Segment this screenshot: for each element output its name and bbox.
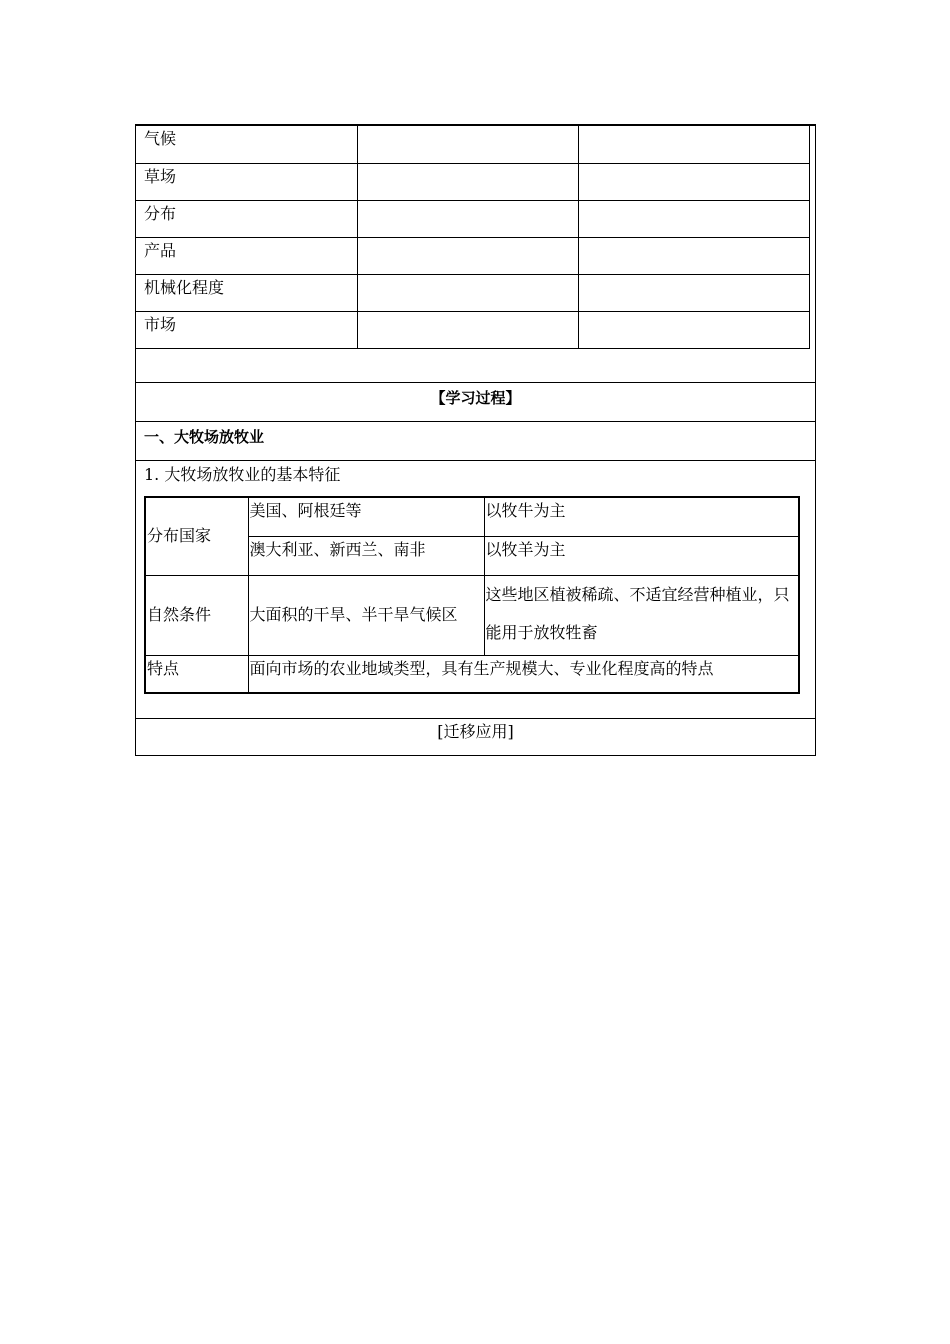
empty-cell[interactable] xyxy=(578,126,809,163)
subsection-title: 1. 大牧场放牧业的基本特征 xyxy=(136,460,815,720)
distribution-label: 分布国家 xyxy=(145,497,248,575)
empty-cell[interactable] xyxy=(578,200,809,237)
empty-cell[interactable] xyxy=(357,163,578,200)
row-label-grassland: 草场 xyxy=(136,163,357,200)
livestock-type-cell: 以牧羊为主 xyxy=(484,536,799,575)
livestock-type-cell: 以牧牛为主 xyxy=(484,497,799,536)
row-label-market: 市场 xyxy=(136,311,357,348)
table-row xyxy=(145,575,799,655)
worksheet-frame xyxy=(135,124,816,756)
learning-process-heading: 【学习过程】 xyxy=(136,382,815,421)
empty-cell[interactable] xyxy=(357,237,578,274)
countries-cell: 美国、阿根廷等 xyxy=(248,497,484,536)
table-row xyxy=(145,655,799,693)
row-label-climate: 气候 xyxy=(136,126,357,163)
row-label-mechanization: 机械化程度 xyxy=(136,274,357,311)
comparison-table xyxy=(136,126,810,349)
empty-cell[interactable] xyxy=(357,126,578,163)
empty-cell[interactable] xyxy=(357,274,578,311)
table-row xyxy=(136,274,809,311)
table-row xyxy=(136,126,809,163)
table-row xyxy=(136,237,809,274)
table-row xyxy=(145,497,799,536)
empty-cell[interactable] xyxy=(578,311,809,348)
table-row xyxy=(136,311,809,348)
natural-conditions-label: 自然条件 xyxy=(145,575,248,655)
empty-cell[interactable] xyxy=(578,274,809,311)
countries-cell: 澳大利亚、新西兰、南非 xyxy=(248,536,484,575)
row-label-products: 产品 xyxy=(136,237,357,274)
row-label-distribution: 分布 xyxy=(136,200,357,237)
table-row xyxy=(136,163,809,200)
empty-cell[interactable] xyxy=(357,311,578,348)
section-one-title: 一、大牧场放牧业 xyxy=(136,421,815,460)
climate-cell: 大面积的干旱、半干旱气候区 xyxy=(248,575,484,655)
features-table xyxy=(144,496,800,694)
empty-cell[interactable] xyxy=(357,200,578,237)
natural-note-cell: 这些地区植被稀疏、不适宜经营种植业，只能用于放牧牲畜 xyxy=(484,575,799,655)
table-row xyxy=(136,200,809,237)
traits-text: 面向市场的农业地域类型，具有生产规模大、专业化程度高的特点 xyxy=(248,655,799,693)
empty-cell[interactable] xyxy=(578,163,809,200)
empty-cell[interactable] xyxy=(578,237,809,274)
traits-label: 特点 xyxy=(145,655,248,693)
transfer-application-heading: [迁移应用] xyxy=(136,718,815,756)
